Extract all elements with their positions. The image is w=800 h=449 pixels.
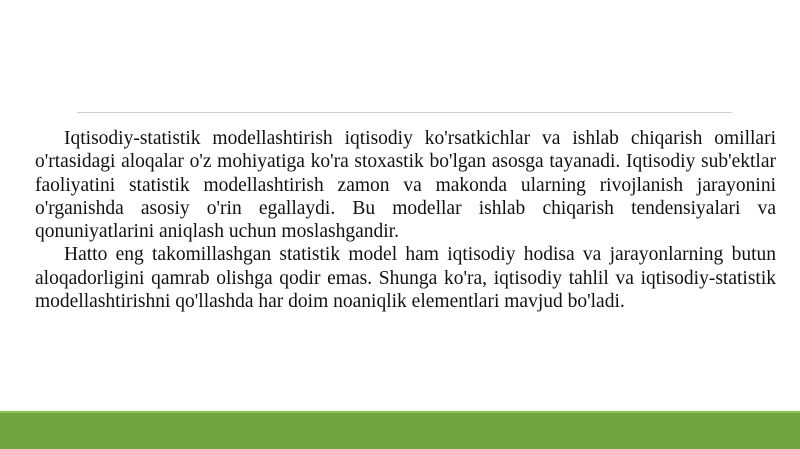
footer-band bbox=[0, 413, 800, 449]
paragraph-2: Hatto eng takomillashgan statistik model ham iqtisodiy hodisa va jarayonlarning butun aloqadorligini qamrab olishga qodir emas. Shunga ko'ra, iqtisodiy tahlil va iqtisodiy-statistik modellashtirishni qo'llashda har doim noaniqlik elementlari mavjud bo'ladi. bbox=[35, 244, 776, 313]
paragraph-1: Iqtisodiy-statistik modellashtirish iqtisodiy ko'rsatkichlar va ishlab chiqarish omillari o'rtasidagi aloqalar o'z mohiyatiga ko'ra stoxastik bo'lgan asosga tayanadi. Iqtisodiy sub'ektlar faoliyatini statistik modellashtirish zamon va makonda ularning rivojlanish jarayonini o'rganishda asosiy o'rin egallaydi. Bu modellar ishlab chiqarish tendensiyalari va qonuniyatlarini aniqlash uchun moslashgandir. bbox=[35, 128, 776, 243]
title-divider-line bbox=[77, 112, 732, 113]
slide-body-text bbox=[35, 127, 776, 313]
